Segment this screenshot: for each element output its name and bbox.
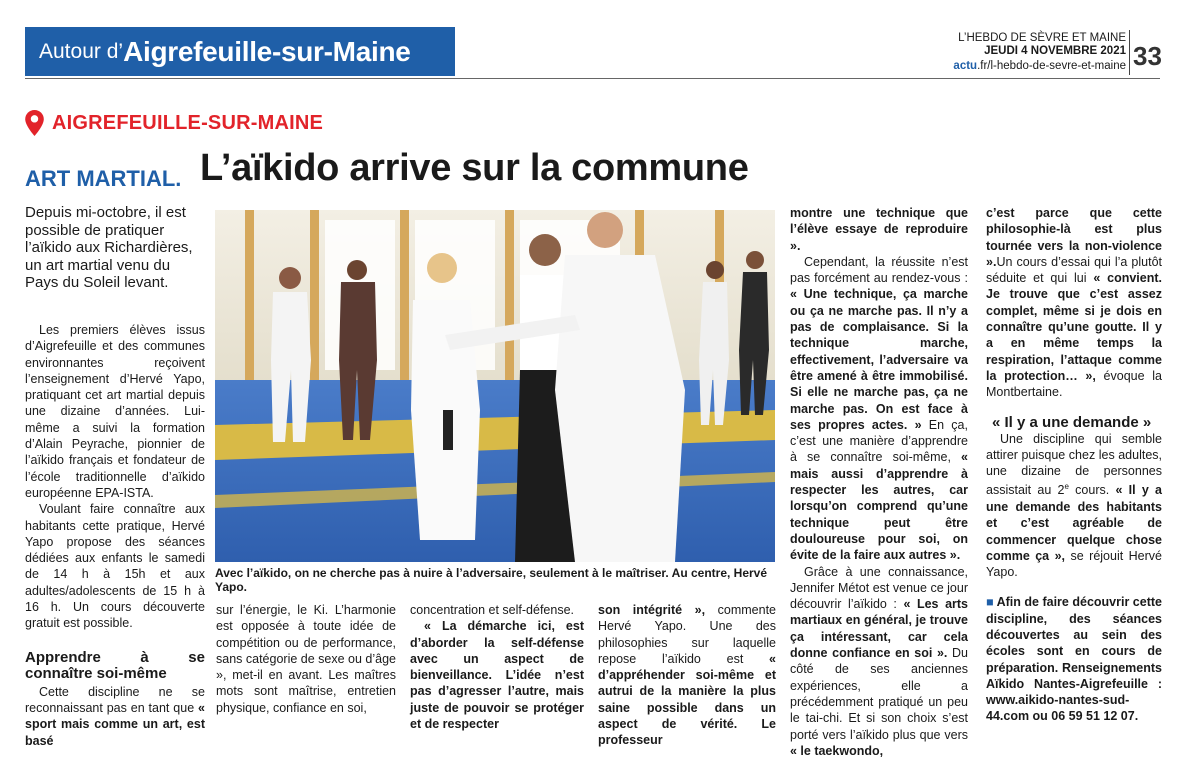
paragraph: c’est parce que cette philosophie-là est plus tournée vers la non-violence ».Un cours d’essai qui l’a plutôt séduite et qui lui « convient. Je trouve que c’est assez complet, même si je dois en connaître qu’une goutte. Il y a en même temps la respiration, l’attaque comme la protection… », évoque la Montbertaine. (986, 206, 1163, 400)
paragraph: Cette discipline ne se reconnaissant pas en tant que « sport mais comme un art, est basé (25, 684, 205, 748)
paragraph: sur l’énergie, le Ki. L’harmonie est opposée à toute idée de compétition ou de performance, sans catégorie de sexe ou d’âge », met-il en avant. Les maîtres mots sont maîtrise, entretien physique, confiance en soi, (216, 603, 396, 715)
url-brand: actu (953, 60, 978, 72)
square-bullet-icon: ■ (986, 595, 994, 610)
paragraph: Grâce à une connaissance, Jennifer Métot est venue ce jour découvrir l’aïkido : « Les arts martiaux en général, je trouve ça intéressant, car cela donne confiance en soi ». Du côté de ses anciennes expériences, elle a précédemment pratiqué un peu le tai-chi. Et si son choix s’est porté vers l’aïkido plus que vers « le taekwondo, (790, 564, 969, 758)
paragraph: Les premiers élèves issus d’Aigrefeuille et des communes environnantes reçoivent l’enseignement d’Hervé Yapo, pratiquant cet art martial depuis une dizaine d’années. Lui-même a suivi la formation d’Alain Peyrache, pionnier de l’aïkido français et fondateur de l’école traditionnelle d’aïkido européenne EPA-ISTA. (25, 323, 205, 500)
column-5 (790, 205, 968, 759)
column-2 (216, 602, 396, 716)
article-lead: Depuis mi-octobre, il est possible de pratiquer l’aïkido aux Richardières, un art martial venu du Pays du Soleil levant. (25, 204, 193, 291)
banner-place: Aigrefeuille-sur-Maine (123, 35, 411, 67)
newspaper-name: L’HEBDO DE SÈVRE ET MAINE (958, 32, 1126, 44)
photo-caption: Avec l’aïkido, on ne cherche pas à nuire à l’adversaire, seulement à le maîtriser. Au centre, Hervé Yapo. (215, 566, 768, 594)
subheading: Apprendre à se connaître soi-même (25, 648, 205, 682)
location-text: AIGREFEUILLE-SUR-MAINE (52, 111, 324, 134)
info-text: Afin de faire découvrir cette discipline, des séances découvertes au sein des écoles sont en cours de préparation. Renseignements Aïkido Nantes-Aigrefeuille : www.aikido-nantes-sud-44.com ou 06 59 51 12 07. (986, 595, 1162, 724)
header-rule (25, 78, 1160, 79)
subheading: « Il y a une demande » (992, 413, 1152, 431)
url-path: .fr/l-hebdo-de-sevre-et-maine (977, 60, 1126, 72)
header-separator (1129, 30, 1130, 75)
column-1 (25, 322, 205, 749)
article-headline: L’aïkido arrive sur la commune (200, 147, 749, 189)
map-pin-icon (25, 110, 44, 136)
paragraph: concentration et self-défense. (410, 603, 574, 617)
column-6 (986, 205, 1162, 725)
column-3 (410, 602, 584, 732)
paragraph: Cependant, la réussite n’est pas forcément au rendez-vous : « Une technique, ça marche ou ça ne marche pas. Il n’y a pas de complaisance. Si la technique marche, effectivement, l’adversaire va être amené à être immobilisé. Si elle ne marche pas, ça ne marche pas. On est face à ses propres actes. » En ça, c’est une manière d’apprendre à se connaître soi-même, « mais aussi d’apprendre à respecter les autres, car lorsqu’on comprend qu’une technique peut être douloureuse pour soi, on évite de la faire aux autres ». (790, 254, 968, 563)
paragraph: Une discipline qui semble attirer puisque chez les adultes, une dizaine de personnes assistait au 2e cours. « Il y a une demande des habitants et c’est agréable de commencer quelque chose comme ça », se réjouit Hervé Yapo. (986, 431, 1163, 580)
section-banner (25, 27, 455, 76)
paragraph: son intégrité », commente Hervé Yapo. Une des philosophies sur laquelle repose l’aïkido est « d’appréhender soi-même et autrui de la manière la plus saine possible dans un aspect de vérité. Le professeur (598, 603, 776, 748)
column-4 (598, 602, 776, 749)
aikido-class-photo (215, 210, 775, 562)
paragraph: montre une technique que l’élève essaye de reproduire ». (790, 206, 968, 253)
article-photo (215, 210, 775, 562)
banner-prefix: Autour d’ (39, 39, 124, 63)
location-line (25, 110, 323, 136)
paragraph: « La démarche ici, est d’aborder la self-défense avec un aspect de bienveillance. L’idée n’est pas d’agresser l’autre, mais juste de pouvoir se protéger et de respecter (410, 619, 584, 732)
issue-date: JEUDI 4 NOVEMBRE 2021 (984, 45, 1126, 57)
page-number: 33 (1133, 41, 1162, 71)
paragraph: Voulant faire connaître aux habitants cette pratique, Hervé Yapo propose des séances dédiées aux enfants le samedi de 14 h à 15h et aux adultes/adolescents de 15 h à 16 h. Un cours découverte gratuit est possible. (25, 502, 205, 631)
info-box (986, 594, 1162, 724)
article-kicker: ART MARTIAL. (25, 166, 182, 191)
newspaper-url[interactable] (953, 60, 1126, 72)
